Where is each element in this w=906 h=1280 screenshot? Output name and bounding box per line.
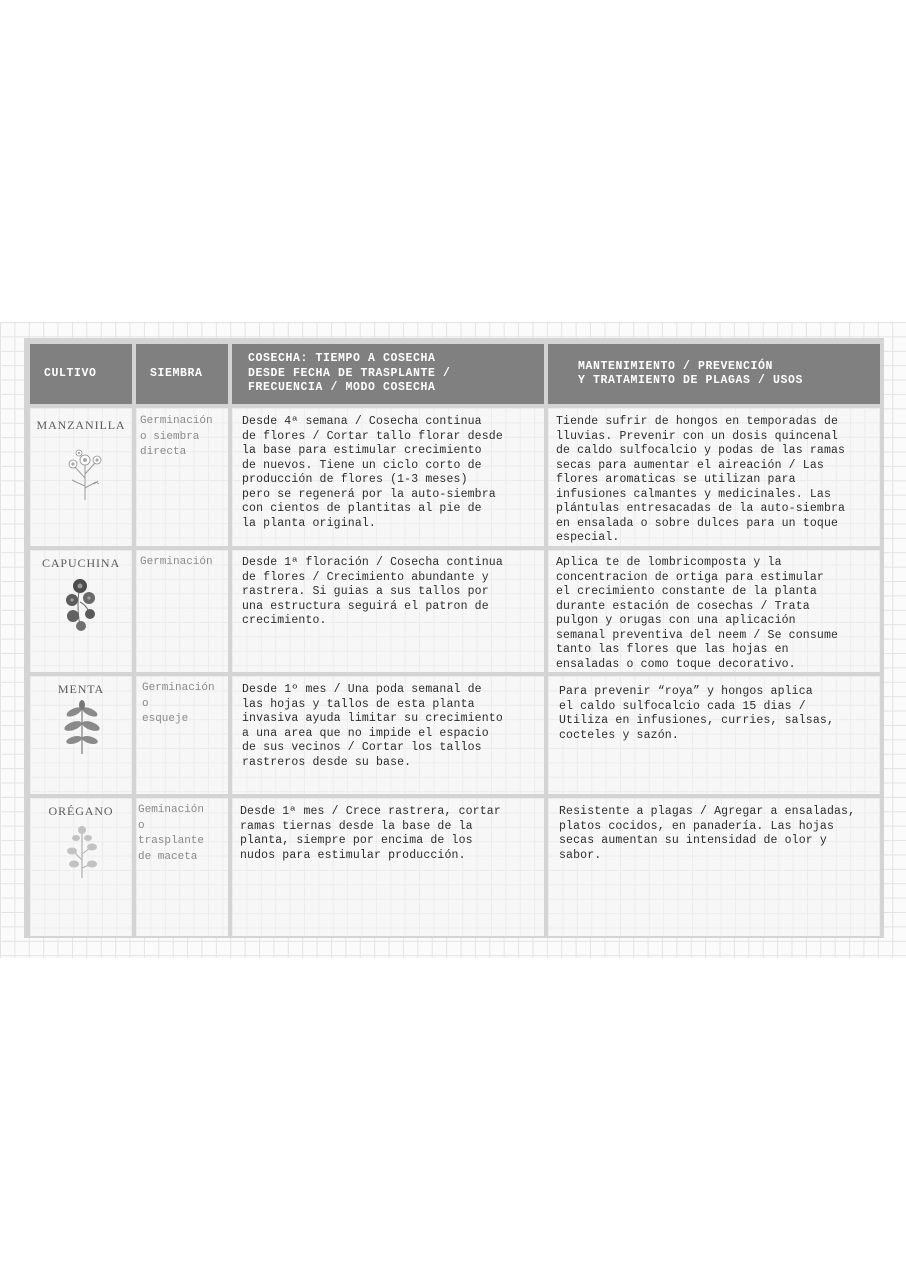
mantenimiento-text: Tiende sufrir de hongos en temporadas de lluvias. Prevenir con un dosis quincenal de caldo sulfocalcio y podas de las ramas secas para aumentar el aireación / Las flores aromaticas se utilizan para infusiones calmantes y medicinales. Las plántulas entresacadas de la auto-siembra en ensalada o sobre dulces para un toque especial. — [556, 415, 846, 544]
header-siembra-label: SIEMBRA — [150, 366, 203, 380]
crop-name: CAPUCHINA — [41, 556, 121, 570]
cosecha-text: Desde 1ª floración / Cosecha continua de flores / Crecimiento abundante y rastrera. Si guias a sus tallos por una estructura seguirá el patron de crecimiento. — [242, 556, 503, 627]
oregano-illustration — [62, 824, 102, 880]
table-row-siembra — [136, 798, 228, 936]
header-cultivo — [30, 344, 132, 404]
siembra-text: Germinación o esqueje — [142, 682, 215, 725]
table-row-cosecha — [232, 798, 544, 936]
header-cultivo-label: CULTIVO — [44, 366, 97, 380]
table-row-cultivo — [30, 408, 132, 546]
header-cosecha — [232, 344, 544, 404]
header-mantenimiento-label: MANTENIMIENTO / PREVENCIÓN Y TRATAMIENTO DE PLAGAS / USOS — [578, 359, 804, 387]
table-row-siembra — [136, 408, 228, 546]
table-row-cultivo — [30, 550, 132, 672]
table-row-cosecha — [232, 676, 544, 794]
header-cosecha-label: COSECHA: TIEMPO A COSECHA DESDE FECHA DE TRASPLANTE / FRECUENCIA / MODO COSECHA — [248, 352, 451, 395]
siembra-text: Geminación o trasplante de maceta — [138, 804, 205, 863]
header-siembra — [136, 344, 228, 404]
table-row-cosecha — [232, 550, 544, 672]
table-row-cultivo — [30, 798, 132, 936]
table-row-mantenimiento — [548, 408, 880, 546]
crop-name: MANZANILLA — [36, 418, 126, 432]
mint-illustration — [62, 700, 102, 756]
table-row-mantenimiento — [548, 676, 880, 794]
cosecha-text: Desde 1º mes / Una poda semanal de las hojas y tallos de esta planta invasiva ayuda limitar su crecimiento a una area que no impide el espacio de sus vecinos / Cortar los tallos rastreros desde su base. — [242, 683, 503, 769]
table-row-cultivo — [30, 676, 132, 794]
table-row-siembra — [136, 676, 228, 794]
crop-name: ORÉGANO — [48, 804, 114, 818]
mantenimiento-text: Aplica te de lombricomposta y la concentracion de ortiga para estimular el crecimiento constante de la planta durante estación de cosechas / Trata pulgon y orugas con una aplicación semanal preventiva del neem / Se consume tanto las flores que las hojas en ensaladas o como toque decorativo. — [556, 556, 839, 671]
crop-name: MENTA — [57, 682, 105, 696]
mantenimiento-text: Resistente a plagas / Agregar a ensaladas, platos cocidos, en panadería. Las hojas secas aumentan su intensidad de olor y sabor. — [559, 805, 856, 862]
cosecha-text: Desde 1ª mes / Crece rastrera, cortar ramas tiernas desde la base de la planta, siempre por encima de los nudos para estimular producción. — [240, 805, 501, 862]
table-row-cosecha — [232, 408, 544, 546]
table-row-mantenimiento — [548, 798, 880, 936]
cosecha-text: Desde 4ª semana / Cosecha continua de flores / Cortar tallo florar desde la base para estimular crecimiento de nuevos. Tiene un ciclo corto de producción de flores (1-3 meses) pero se regenerá por la auto-siembra con cientos de plantitas al pie de la planta original. — [242, 415, 503, 530]
nasturtium-illustration — [62, 576, 102, 634]
table-row-siembra — [136, 550, 228, 672]
chamomile-illustration — [58, 438, 112, 502]
siembra-text: Germinación o siembra directa — [140, 415, 213, 458]
siembra-text: Germinación — [140, 556, 213, 568]
mantenimiento-text: Para prevenir “roya” y hongos aplica el caldo sulfocalcio cada 15 dias / Utiliza en infusiones, curries, salsas, cocteles y sazón. — [559, 685, 834, 742]
header-mantenimiento — [548, 344, 880, 404]
crop-table — [24, 338, 884, 938]
table-row-mantenimiento — [548, 550, 880, 672]
